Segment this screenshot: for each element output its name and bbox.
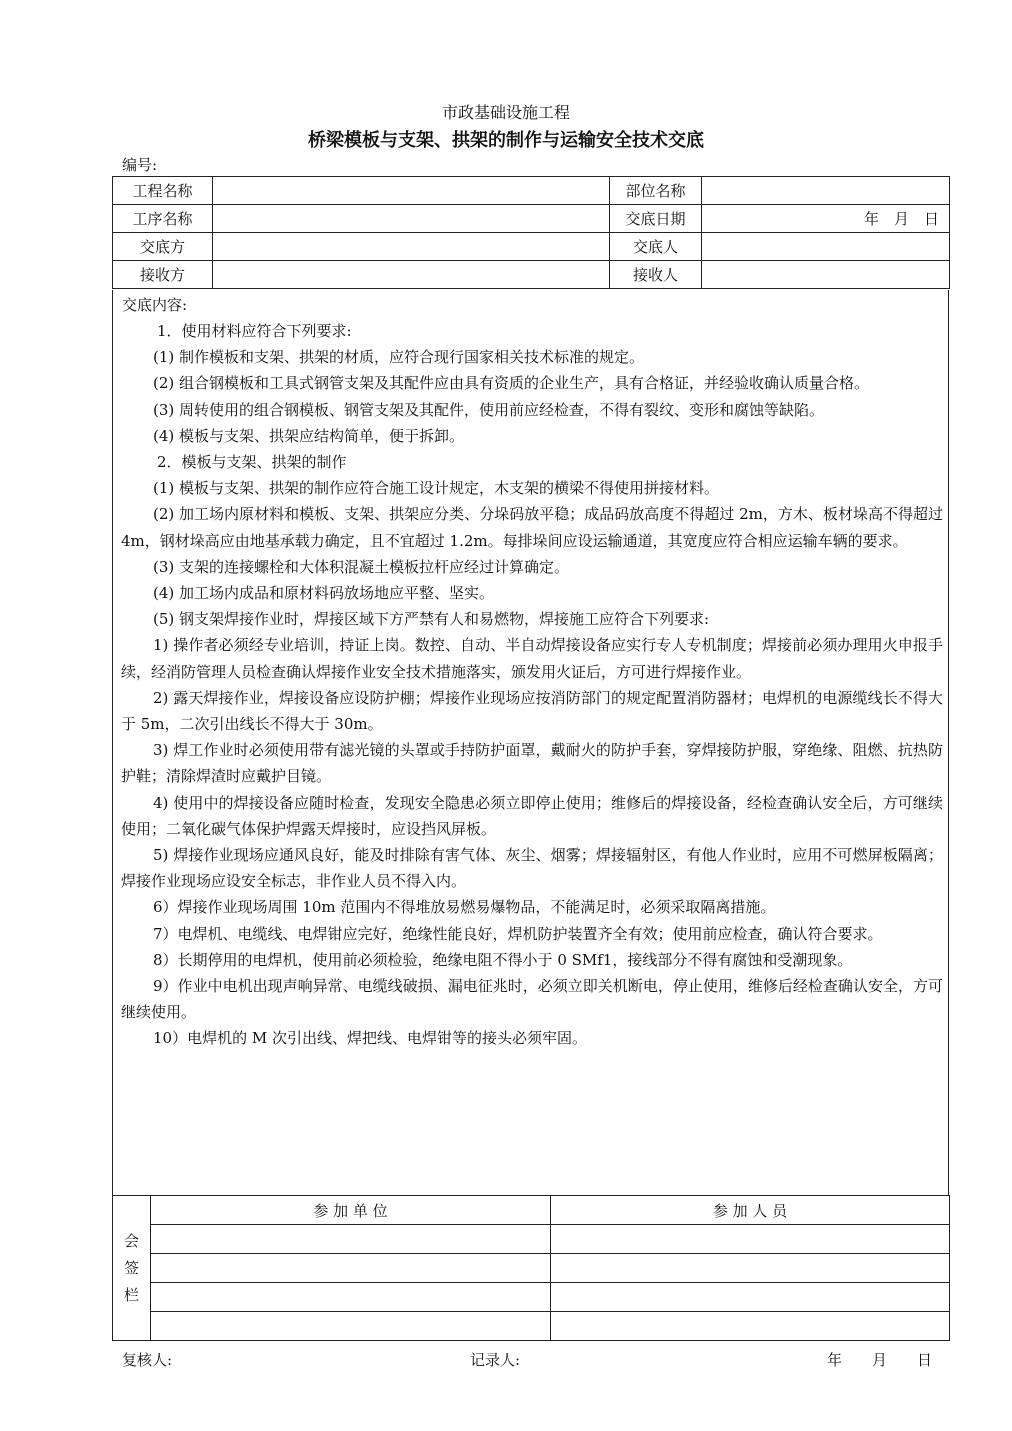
content-paragraph: (3) 支架的连接螺栓和大体积混凝土模板拉杆应经过计算确定。 — [153, 557, 570, 576]
sign-side-char: 会 — [123, 1231, 139, 1250]
issuer-field[interactable] — [213, 233, 610, 261]
content-paragraph: 2) 露天焊接作业，焊接设备应设防护棚；焊接作业现场应按消防部门的规定配置消防器材；电焊机的电源缆线长不得大于 5m，二次引出线长不得大于 30m。 — [121, 688, 943, 734]
content-paragraph: 6）焊接作业现场周围 10m 范围内不得堆放易燃易爆物品，不能满足时，必须采取隔离措施。 — [153, 898, 776, 917]
content-paragraph: (4) 模板与支架、拱架应结构简单，便于拆卸。 — [153, 426, 465, 445]
table-row — [113, 1225, 950, 1254]
content-heading: 交底内容: — [122, 296, 188, 314]
issuer-label: 交底方 — [113, 233, 213, 261]
date-field[interactable]: 年 月 日 — [702, 205, 950, 233]
process-name-field[interactable] — [213, 205, 610, 233]
table-row — [113, 177, 950, 205]
table-row — [113, 1283, 950, 1312]
footer-date: 年 月 日 — [827, 1351, 933, 1369]
content-paragraph: (2) 加工场内原材料和模板、支架、拱架应分类、分垛码放平稳；成品码放高度不得超过 2m，方木、板材垛高不得超过 4m，钢材垛高应由地基承载力确定，且不宜超过 1.2m。每排垛间应设运输通道，其宽度应符合相应运输车辆的要求。 — [121, 505, 943, 550]
content-paragraph: 10）电焊机的 M 次引出线、焊把线、电焊钳等的接头必须牢固。 — [153, 1029, 587, 1048]
reviewer-label: 复核人: — [122, 1351, 173, 1369]
table-row — [113, 1312, 950, 1341]
document-subtitle: 市政基础设施工程 — [441, 103, 570, 122]
content-paragraph: 2．模板与支架、拱架的制作 — [157, 453, 347, 472]
content-box — [112, 290, 949, 1196]
table-row — [113, 1196, 950, 1225]
table-row — [113, 205, 950, 233]
content-body — [121, 318, 943, 1052]
unit-header: 参 加 单 位 — [151, 1196, 551, 1225]
person-header: 参 加 人 员 — [551, 1196, 950, 1225]
content-paragraph: 1．使用材料应符合下列要求: — [157, 322, 352, 340]
person-field[interactable] — [551, 1312, 950, 1341]
code-label: 编号: — [122, 156, 158, 174]
content-paragraph: 7）电焊机、电缆线、电焊钳应完好，绝缘性能良好，焊机防护装置齐全有效；使用前应检查，确认符合要求。 — [153, 924, 883, 943]
content-paragraph: 4) 使用中的焊接设备应随时检查，发现安全隐患必须立即停止使用；维修后的焊接设备，经检查确认安全后，方可继续使用；二氧化碳气体保护焊露天焊接时，应设挡风屏板。 — [121, 793, 943, 838]
part-name-label: 部位名称 — [610, 177, 702, 205]
person-field[interactable] — [551, 1254, 950, 1283]
issuer-person-label: 交底人 — [610, 233, 702, 261]
process-name-label: 工序名称 — [113, 205, 213, 233]
table-row — [113, 233, 950, 261]
content-paragraph: (4) 加工场内成品和原材料码放场地应平整、坚实。 — [153, 584, 495, 603]
document-title: 桥梁模板与支架、拱架的制作与运输安全技术交底 — [308, 130, 704, 151]
unit-field[interactable] — [151, 1254, 551, 1283]
person-field[interactable] — [551, 1225, 950, 1254]
unit-field[interactable] — [151, 1283, 551, 1312]
info-table — [112, 176, 950, 289]
person-field[interactable] — [551, 1283, 950, 1312]
content-paragraph: 5) 焊接作业现场应通风良好，能及时排除有害气体、灰尘、烟雾；焊接辐射区，有他人作业时，应用不可燃屏板隔离；焊接作业现场应设安全标志，非作业人员不得入内。 — [121, 846, 943, 891]
unit-field[interactable] — [151, 1225, 551, 1254]
content-paragraph: 1) 操作者必须经专业培训，持证上岗。数控、自动、半自动焊接设备应实行专人专机制度；焊接前必须办理用火申报手续，经消防管理人员检查确认焊接作业安全技术措施落实，颁发用火证后，方可进行焊接作业。 — [121, 636, 943, 681]
project-name-field[interactable] — [213, 177, 610, 205]
sign-table — [112, 1195, 950, 1341]
date-label: 交底日期 — [610, 205, 702, 233]
content-paragraph: 3) 焊工作业时必须使用带有滤光镜的头罩或手持防护面罩，戴耐火的防护手套，穿焊接防护服，穿绝缘、阻燃、抗热防护鞋；清除焊渣时应戴护目镜。 — [121, 741, 943, 786]
sign-side-label — [113, 1196, 151, 1341]
content-paragraph: 8）长期停用的电焊机，使用前必须检验，绝缘电阻不得小于 0 SMf1，接线部分不得有腐蚀和受潮现象。 — [153, 950, 853, 969]
content-paragraph: (1) 模板与支架、拱架的制作应符合施工设计规定，木支架的横梁不得使用拼接材料。 — [153, 479, 720, 498]
content-paragraph: (3) 周转使用的组合钢模板、钢管支架及其配件，使用前应经检查，不得有裂纹、变形和腐蚀等缺陷。 — [153, 400, 825, 419]
issuer-person-field[interactable] — [702, 233, 950, 261]
receiver-person-field[interactable] — [702, 261, 950, 289]
recorder-label: 记录人: — [470, 1351, 521, 1369]
sign-side-char: 签 — [123, 1258, 139, 1277]
content-paragraph: 9）作业中电机出现声响异常、电缆线破损、漏电征兆时，必须立即关机断电，停止使用，维修后经检查确认安全，方可继续使用。 — [121, 977, 943, 1022]
content-paragraph: (2) 组合钢模板和工具式钢管支架及其配件应由具有资质的企业生产，具有合格证，并经验收确认质量合格。 — [153, 374, 870, 393]
receiver-label: 接收方 — [113, 261, 213, 289]
part-name-field[interactable] — [702, 177, 950, 205]
table-row — [113, 1254, 950, 1283]
content-paragraph: (1) 制作模板和支架、拱架的材质，应符合现行国家相关技术标准的规定。 — [153, 348, 645, 367]
receiver-person-label: 接收人 — [610, 261, 702, 289]
table-row — [113, 261, 950, 289]
unit-field[interactable] — [151, 1312, 551, 1341]
content-paragraph: (5) 钢支架焊接作业时，焊接区域下方严禁有人和易燃物，焊接施工应符合下列要求: — [153, 610, 710, 629]
sign-side-char: 栏 — [123, 1285, 139, 1304]
project-name-label: 工程名称 — [113, 177, 213, 205]
receiver-field[interactable] — [213, 261, 610, 289]
